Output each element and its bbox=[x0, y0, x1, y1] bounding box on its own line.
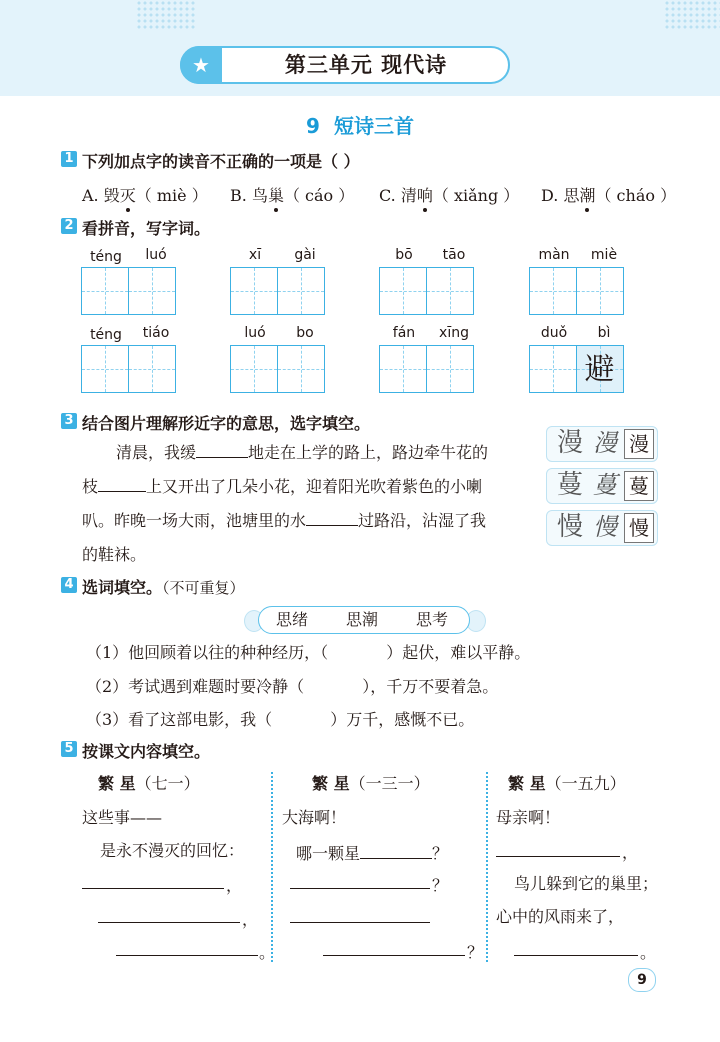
modern-glyph: 慢 bbox=[624, 513, 654, 543]
pinyin: téng bbox=[90, 327, 122, 343]
q4-item-1: （1）他回顾着以往的种种经历，（ ）起伏，难以平静。 bbox=[86, 643, 531, 662]
question-2-prompt: 看拼音，写字词。 bbox=[82, 219, 211, 238]
grid-cell[interactable] bbox=[81, 345, 129, 393]
fill-blank[interactable] bbox=[360, 838, 432, 859]
fill-blank[interactable] bbox=[196, 437, 248, 458]
q1-option-b: B. 鸟巢（ cáo ） bbox=[230, 186, 355, 205]
ancient-glyph: 漫 bbox=[556, 428, 583, 458]
answer-line[interactable] bbox=[116, 955, 258, 956]
pinyin: tāo bbox=[442, 247, 466, 263]
grid-cell[interactable] bbox=[426, 345, 474, 393]
question-number-2: 2 bbox=[61, 218, 77, 234]
pinyin: téng bbox=[90, 249, 122, 265]
poem-line: 大海啊！ bbox=[282, 808, 347, 827]
grid-cell[interactable] bbox=[379, 267, 427, 315]
q1-option-c: C. 清响（ xiǎng ） bbox=[379, 186, 520, 205]
question-3-prompt: 结合图片理解形近字的意思，选字填空。 bbox=[82, 414, 371, 433]
column-divider bbox=[486, 772, 488, 962]
pinyin: miè bbox=[590, 247, 618, 263]
lesson-title bbox=[0, 110, 720, 139]
question-4-prompt: 选词填空。（不可重复） bbox=[82, 578, 245, 597]
question-4-note: （不可重复） bbox=[162, 579, 245, 597]
modern-glyph: 漫 bbox=[624, 429, 654, 459]
pinyin: bì bbox=[597, 325, 611, 341]
seal-glyph: 慢 bbox=[593, 513, 617, 541]
pinyin: xī bbox=[248, 247, 262, 263]
column-divider bbox=[271, 772, 273, 962]
answer-line[interactable] bbox=[323, 955, 465, 956]
ancient-glyph: 蔓 bbox=[556, 470, 583, 500]
q1-option-d: D. 思潮（ cháo ） bbox=[541, 186, 677, 205]
answer-line[interactable] bbox=[514, 955, 638, 956]
writing-grid bbox=[81, 267, 174, 315]
question-1-prompt: 下列加点字的读音不正确的一项是（ ） bbox=[82, 152, 360, 171]
fill-blank[interactable] bbox=[306, 505, 358, 526]
question-number-1: 1 bbox=[61, 151, 77, 167]
question-number-4: 4 bbox=[61, 577, 77, 593]
grid-cell[interactable] bbox=[277, 267, 325, 315]
grid-cell[interactable] bbox=[230, 267, 278, 315]
answer-line[interactable] bbox=[82, 888, 224, 889]
writing-grid bbox=[230, 345, 323, 393]
q3-paragraph-line-4: 的鞋袜。 bbox=[82, 545, 147, 564]
question-number-5: 5 bbox=[61, 741, 77, 757]
answer-line[interactable] bbox=[290, 888, 430, 889]
grid-cell[interactable] bbox=[529, 267, 577, 315]
q1-option-a: A. 毁灭（ miè ） bbox=[82, 186, 208, 205]
header-dot-pattern bbox=[664, 0, 720, 30]
writing-grid bbox=[230, 267, 323, 315]
word-bank-item: 思绪 bbox=[276, 610, 309, 629]
poem-title-159: 繁 星（一五九） bbox=[508, 774, 626, 793]
grid-cell-filled bbox=[576, 345, 624, 393]
header-dot-pattern bbox=[136, 0, 196, 30]
poem-line: 是永不漫灭的回忆： bbox=[100, 841, 245, 860]
poem-line: 这些事—— bbox=[82, 808, 163, 827]
grid-cell[interactable] bbox=[529, 345, 577, 393]
lesson-name: 短诗三首 bbox=[333, 114, 414, 138]
filled-character: 避 bbox=[584, 352, 615, 387]
grid-cell[interactable] bbox=[576, 267, 624, 315]
pinyin: luó bbox=[145, 247, 167, 263]
grid-cell[interactable] bbox=[128, 345, 176, 393]
pinyin: bo bbox=[296, 325, 314, 341]
poem-title-71: 繁 星（七一） bbox=[98, 774, 200, 793]
grid-cell[interactable] bbox=[426, 267, 474, 315]
punctuation: ？ bbox=[467, 943, 484, 962]
writing-grid bbox=[379, 345, 472, 393]
word-bank-item: 思考 bbox=[416, 610, 449, 629]
q3-paragraph-line-1: 清晨，我缓 地走在上学的路上，路边牵牛花的 bbox=[82, 436, 488, 470]
punctuation: ？ bbox=[432, 876, 449, 895]
punctuation: 。 bbox=[259, 943, 276, 962]
writing-grid bbox=[81, 345, 174, 393]
answer-line[interactable] bbox=[98, 922, 240, 923]
pinyin: luó bbox=[244, 325, 266, 341]
grid-cell[interactable] bbox=[379, 345, 427, 393]
modern-glyph: 蔓 bbox=[624, 471, 654, 501]
punctuation: ， bbox=[242, 910, 259, 929]
poem-line: 母亲啊！ bbox=[496, 808, 561, 827]
star-icon: ★ bbox=[192, 53, 210, 77]
pinyin: xīng bbox=[439, 325, 469, 341]
page-number: 9 bbox=[628, 968, 656, 992]
writing-grid bbox=[529, 267, 622, 315]
poem-line: 哪一颗星 ？ bbox=[296, 838, 448, 864]
punctuation: ， bbox=[622, 843, 639, 862]
grid-cell[interactable] bbox=[128, 267, 176, 315]
unit-title: 第三单元 现代诗 bbox=[284, 53, 448, 77]
question-5-prompt: 按课文内容填空。 bbox=[82, 742, 211, 761]
seal-glyph: 漫 bbox=[593, 429, 617, 457]
question-number-3: 3 bbox=[61, 413, 77, 429]
fill-blank[interactable] bbox=[98, 471, 146, 492]
grid-cell[interactable] bbox=[230, 345, 278, 393]
poem-line: 鸟儿躲到它的巢里； bbox=[514, 874, 659, 893]
grid-cell[interactable] bbox=[277, 345, 325, 393]
pinyin: màn bbox=[538, 247, 570, 263]
ancient-glyph: 慢 bbox=[556, 512, 583, 542]
q3-paragraph-line-2: 枝 上又开出了几朵小花，迎着阳光吹着紫色的小喇 bbox=[82, 470, 482, 504]
writing-grid bbox=[529, 345, 622, 393]
pinyin: bō bbox=[395, 247, 413, 263]
seal-glyph: 蔓 bbox=[593, 471, 617, 499]
punctuation: ， bbox=[226, 876, 243, 895]
pinyin: tiáo bbox=[142, 325, 170, 341]
punctuation: 。 bbox=[640, 943, 657, 962]
poem-title-131: 繁 星（一三一） bbox=[312, 774, 430, 793]
answer-line[interactable] bbox=[290, 922, 430, 923]
grid-cell[interactable] bbox=[81, 267, 129, 315]
answer-line[interactable] bbox=[496, 856, 620, 857]
q3-paragraph-line-3: 叭。昨晚一场大雨，池塘里的水 过路沿，沾湿了我 bbox=[82, 504, 486, 538]
q4-item-3: （3）看了这部电影，我（ ）万千，感慨不已。 bbox=[86, 710, 475, 729]
pinyin: fán bbox=[392, 325, 416, 341]
q4-item-2: （2）考试遇到难题时要冷静（ ），千万不要着急。 bbox=[86, 677, 499, 696]
poem-line: 心中的风雨来了， bbox=[496, 907, 625, 926]
lesson-number: 9 bbox=[306, 114, 320, 138]
pinyin: gài bbox=[294, 247, 316, 263]
writing-grid bbox=[379, 267, 472, 315]
pinyin: duǒ bbox=[540, 325, 568, 341]
word-bank-item: 思潮 bbox=[346, 610, 379, 629]
header-scallop-edge bbox=[0, 86, 720, 100]
